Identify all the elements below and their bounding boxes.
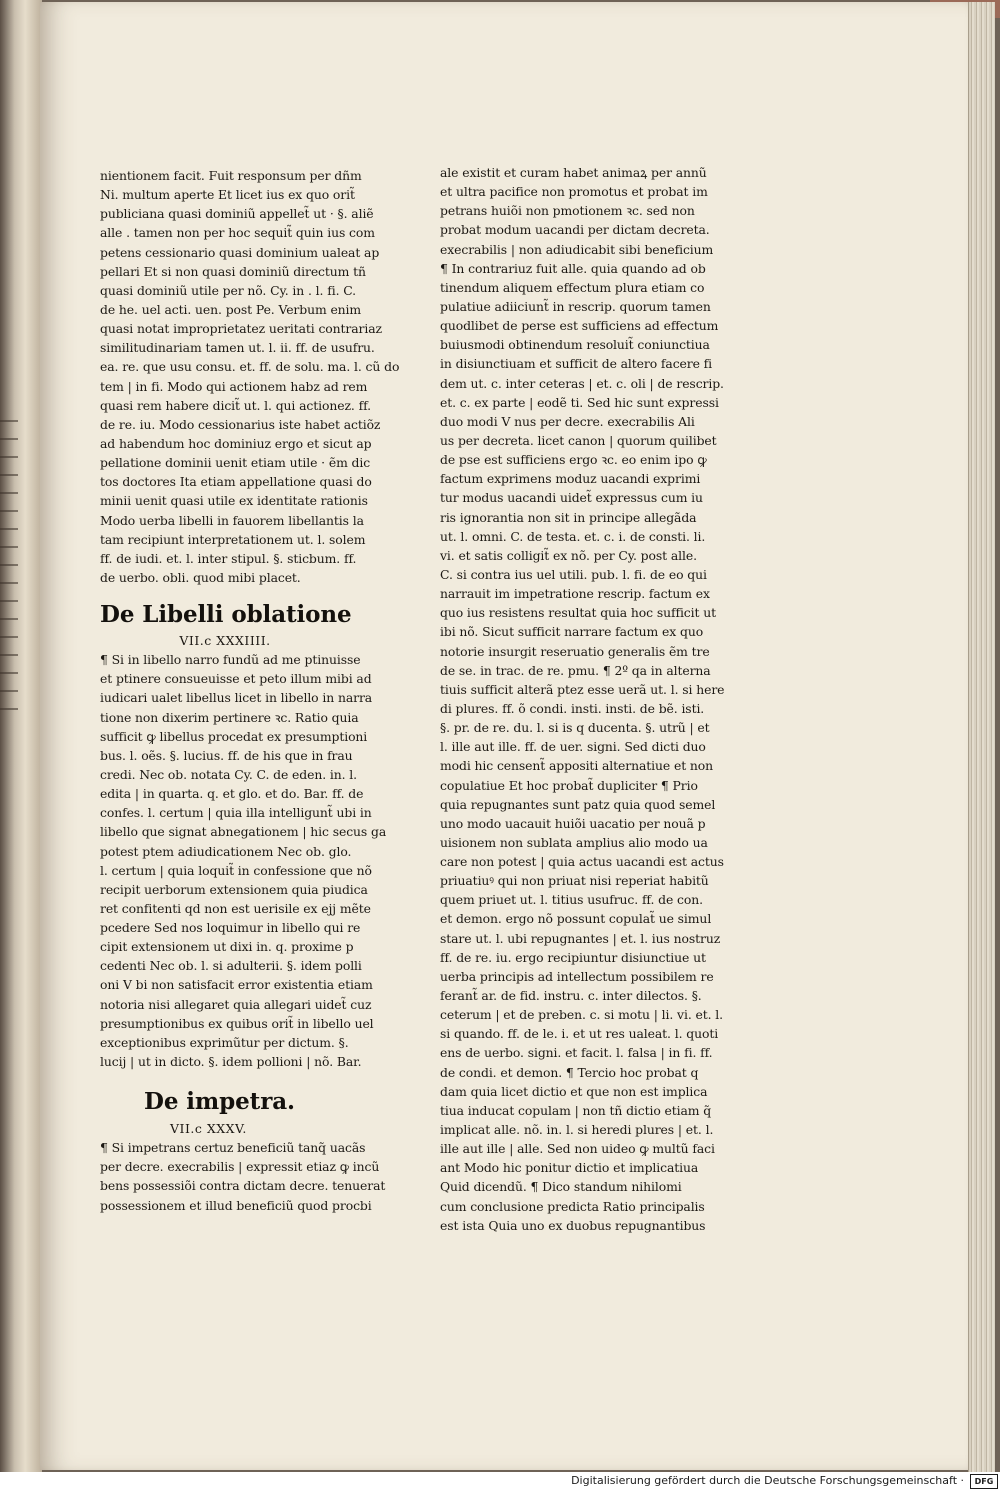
book-binding-edge: [0, 0, 42, 1475]
text-line: tam recipiunt interpretationem ut. l. solem: [100, 531, 366, 547]
text-line: de re. iu. Modo cessionarius iste habet actiõz: [100, 416, 381, 432]
text-line: recipit uerborum extensionem quia piudica: [100, 881, 368, 897]
text-line: ¶ Si in libello narro fundũ ad me ptinuisse: [100, 652, 361, 668]
text-line: possessionem et illud beneficiũ quod procbi: [100, 1197, 372, 1213]
text-line: confes. l. certum | quia illa intelligunt̃ ubi in: [100, 805, 372, 821]
text-line: ea. re. que usu consu. et. ff. de solu. ma. l. cũ do: [100, 359, 400, 375]
text-line: bens possessiõi contra dictam decre. tenuerat: [100, 1178, 386, 1194]
text-line: bus. l. oẽs. §. lucius. ff. de his que in frau: [100, 747, 353, 763]
text-line: exceptionibus exprimũtur per dictum. §.: [100, 1034, 349, 1050]
section-heading-libelli-oblatione: De Libelli oblatione: [100, 601, 352, 629]
text-line: notoria nisi allegaret quia allegari uidet̃ cuz: [100, 996, 372, 1012]
text-line: ¶ In contrariuz fuit alle. quia quando ad ob: [440, 260, 706, 276]
left-text-column: [100, 166, 400, 1215]
text-line: de condi. et demon. ¶ Tercio hoc probat q: [440, 1064, 699, 1080]
text-line: in disiunctiuam et sufficit de altero facere fi: [440, 356, 713, 372]
text-line: ibi nõ. Sicut sufficit narrare factum ex quo: [440, 624, 704, 640]
text-line: cedenti Nec ob. l. si adulterii. §. idem polli: [100, 958, 362, 974]
text-line: priuatiuꝰ qui non priuat nisi reperiat habitũ: [440, 873, 709, 889]
text-line: dem ut. c. inter ceteras | et. c. oli | de rescrip.: [440, 375, 724, 391]
text-line: sufficit ꝙ libellus procedat ex presumptioni: [100, 728, 368, 744]
text-line: Quid dicendũ. ¶ Dico standum nihilomi: [440, 1179, 682, 1195]
text-line: publiciana quasi dominiũ appellet̃ ut · §. aliẽ: [100, 206, 374, 222]
text-line: edita | in quarta. q. et glo. et do. Bar. ff. de: [100, 786, 364, 802]
text-line: et ultra pacifice non promotus et probat im: [440, 184, 708, 200]
text-line: quasi rem habere dicit̃ ut. l. qui actionez. ff.: [100, 397, 371, 413]
text-line: pellatione dominii uenit etiam utile · ẽm dic: [100, 455, 371, 471]
text-line: modi hic censent̃ appositi alternatiue et non: [440, 758, 714, 774]
text-line: pcedere Sed nos loquimur in libello qui re: [100, 920, 361, 936]
text-line: dam quia licet dictio et que non est implica: [440, 1083, 708, 1099]
adjacent-page-text: [0, 420, 18, 720]
text-line: copulatiue Et hoc probat̃ dupliciter ¶ Prio: [440, 777, 698, 793]
left-column-libelli-paragraph: [100, 650, 387, 1071]
text-line: buiusmodi obtinendum resoluit̃ coniunctiua: [440, 337, 710, 353]
text-line: care non potest | quia actus uacandi est actus: [440, 854, 724, 870]
text-line: ret confitenti qd non est uerisile ex ejj mẽte: [100, 900, 371, 916]
section-heading-impetra: De impetra.: [144, 1088, 295, 1116]
text-line: tinendum aliquem effectum plura etiam co: [440, 279, 705, 295]
text-line: execrabilis | non adiudicabit sibi beneficium: [440, 241, 714, 257]
text-line: uno modo uacauit huiõi uacatio per nouã p: [440, 815, 706, 831]
text-line: probat modum uacandi per dictam decreta.: [440, 222, 710, 238]
text-line: de he. uel acti. uen. post Pe. Verbum enim: [100, 301, 362, 317]
text-line: ff. de iudi. et. l. inter stipul. §. sticbum. ff.: [100, 550, 357, 566]
text-line: tos doctores Ita etiam appellatione quasi do: [100, 474, 372, 490]
text-line: presumptionibus ex quibus orit̃ in libello uel: [100, 1015, 374, 1031]
text-line: et ptinere consueuisse et peto illum mibi ad: [100, 671, 372, 687]
text-line: stare ut. l. ubi repugnantes | et. l. ius nostruz: [440, 930, 721, 946]
text-line: factum exprimens moduz uacandi exprimi: [440, 471, 701, 487]
text-line: oni V bi non satisfacit error existentia etiam: [100, 977, 373, 993]
right-text-column: [440, 163, 725, 1235]
text-line: est ista Quia uno ex duobus repugnantibus: [440, 1217, 706, 1233]
text-line: de se. in trac. de re. pmu. ¶ 2º qa in alterna: [440, 662, 711, 678]
text-line: pulatiue adiiciunt̃ in rescrip. quorum tamen: [440, 298, 711, 314]
text-line: similitudinariam tamen ut. l. ii. ff. de usufru.: [100, 340, 375, 356]
text-line: tiua inducat copulam | non tñ dictio etiam q̃: [440, 1102, 712, 1118]
text-line: quasi notat improprietatez ueritati contrariaz: [100, 321, 382, 337]
digitization-credit: Digitalisierung gefördert durch die Deutsche Forschungsgemeinschaft ·: [571, 1474, 964, 1487]
text-line: narrauit im impetratione rescrip. factum ex: [440, 586, 710, 602]
text-line: cipit extensionem ut dixi in. q. proxime p: [100, 939, 354, 955]
text-line: ale existit et curam habet animaꝝ per annũ: [440, 165, 707, 180]
text-line: §. pr. de re. du. l. si is q ducenta. §. utrũ | et: [440, 720, 710, 736]
text-line: l. ille aut ille. ff. de uer. signi. Sed dicti duo: [440, 739, 706, 755]
text-line: ens de uerbo. signi. et facit. l. falsa | in fi. ff.: [440, 1045, 713, 1061]
text-line: vi. et satis colligit̃ ex nõ. per Cy. post alle.: [440, 547, 697, 563]
text-line: lucij | ut in dicto. §. idem pollioni | nõ. Bar.: [100, 1054, 362, 1070]
chapter-number-35: VII.c XXXV.: [170, 1121, 247, 1137]
text-line: ¶ Si impetrans certuz beneficiũ tanq̃ uacãs: [100, 1140, 366, 1156]
text-line: libello que signat abnegationem | hic secus ga: [100, 824, 387, 840]
left-column-impetra-paragraph: [100, 1138, 386, 1215]
text-line: potest ptem adiudicationem Nec ob. glo.: [100, 843, 352, 859]
text-line: ff. de re. iu. ergo recipiuntur disiunctiue ut: [440, 949, 706, 965]
text-line: quia repugnantes sunt patz quia quod semel: [440, 796, 716, 812]
text-line: credi. Nec ob. notata Cy. C. de eden. in. l.: [100, 766, 358, 782]
text-line: di plures. ff. õ condi. insti. insti. de bẽ. isti.: [440, 700, 705, 716]
text-line: C. si contra ius uel utili. pub. l. fi. de eo qui: [440, 566, 707, 582]
text-line: ris ignorantia non sit in principe allegãda: [440, 509, 697, 525]
text-line: alle . tamen non per hoc sequit̃ quin ius com: [100, 225, 375, 241]
text-line: quodlibet de perse est sufficiens ad effectum: [440, 318, 719, 334]
text-line: implicat alle. nõ. in. l. si heredi plures | et. l.: [440, 1122, 714, 1138]
text-line: us per decreta. licet canon | quorum quilibet: [440, 432, 717, 448]
text-line: cum conclusione predicta Ratio principalis: [440, 1198, 705, 1214]
text-line: quem priuet ut. l. titius usufruc. ff. de con.: [440, 892, 703, 908]
text-line: de uerbo. obli. quod mibi placet.: [100, 569, 301, 585]
text-line: iudicari ualet libellus licet in libello in narra: [100, 690, 373, 706]
page-stack-edge: [968, 2, 995, 1472]
text-line: et demon. ergo nõ possunt copulat̃ ue simul: [440, 911, 712, 927]
text-line: petrans huiõi non pmotionem ꝛc. sed non: [440, 203, 695, 219]
text-line: si quando. ff. de le. i. et ut res ualeat. l. quoti: [440, 1026, 719, 1042]
text-line: ut. l. omni. C. de testa. et. c. i. de consti. li.: [440, 528, 706, 544]
text-line: de pse est sufficiens ergo ꝛc. eo enim ipo ꝙ: [440, 452, 707, 468]
text-line: ferant̃ ar. de fid. instru. c. inter dilectos. §.: [440, 988, 702, 1004]
text-line: ille aut ille | alle. Sed non uideo ꝙ multũ faci: [440, 1141, 715, 1157]
text-line: petens cessionario quasi dominium ualeat ap: [100, 244, 380, 260]
text-line: tur modus uacandi uidet̃ expressus cum iu: [440, 490, 703, 506]
text-line: Modo uerba libelli in fauorem libellantis la: [100, 512, 364, 528]
chapter-number-34: VII.c XXXIIII.: [179, 633, 271, 649]
text-line: tione non dixerim pertinere ꝛc. Ratio quia: [100, 709, 359, 725]
text-line: tiuis sufficit alterã ptez esse uerã ut. l. si here: [440, 681, 725, 697]
text-line: quo ius resistens resultat quia hoc sufficit ut: [440, 605, 716, 621]
text-line: et. c. ex parte | eodẽ ti. Sed hic sunt expressi: [440, 394, 719, 410]
text-line: pellari Et si non quasi dominiũ directum tñ: [100, 263, 366, 279]
text-line: ceterum | et de preben. c. si motu | li. vi. et. l.: [440, 1007, 723, 1023]
text-line: ant Modo hic ponitur dictio et implicatiua: [440, 1160, 699, 1176]
text-line: Ni. multum aperte Et licet ius ex quo orit̃: [100, 187, 355, 203]
text-line: duo modi V nus per decre. execrabilis Ali: [440, 413, 695, 429]
text-line: minii uenit quasi utile ex identitate rationis: [100, 493, 368, 509]
right-column-paragraph: [440, 163, 725, 1235]
text-line: uisionem non sublata amplius alio modo ua: [440, 834, 708, 850]
text-line: tem | in fi. Modo qui actionem habz ad rem: [100, 378, 368, 394]
text-line: quasi dominiũ utile per nõ. Cy. in . l. fi. C.: [100, 282, 357, 298]
text-line: ad habendum hoc dominiuz ergo et sicut ap: [100, 435, 372, 451]
text-line: notorie insurgit reseruatio generalis ẽm tre: [440, 643, 710, 659]
text-line: l. certum | quia loquit̃ in confessione que nõ: [100, 862, 372, 878]
dfg-logo-icon: DFG: [970, 1474, 998, 1489]
left-column-opening-paragraph: [100, 166, 400, 587]
text-line: per decre. execrabilis | expressit etiaz ꝙ incũ: [100, 1159, 380, 1175]
text-line: nientionem facit. Fuit responsum per dñm: [100, 168, 362, 183]
text-line: uerba principis ad intellectum possibilem re: [440, 968, 714, 984]
